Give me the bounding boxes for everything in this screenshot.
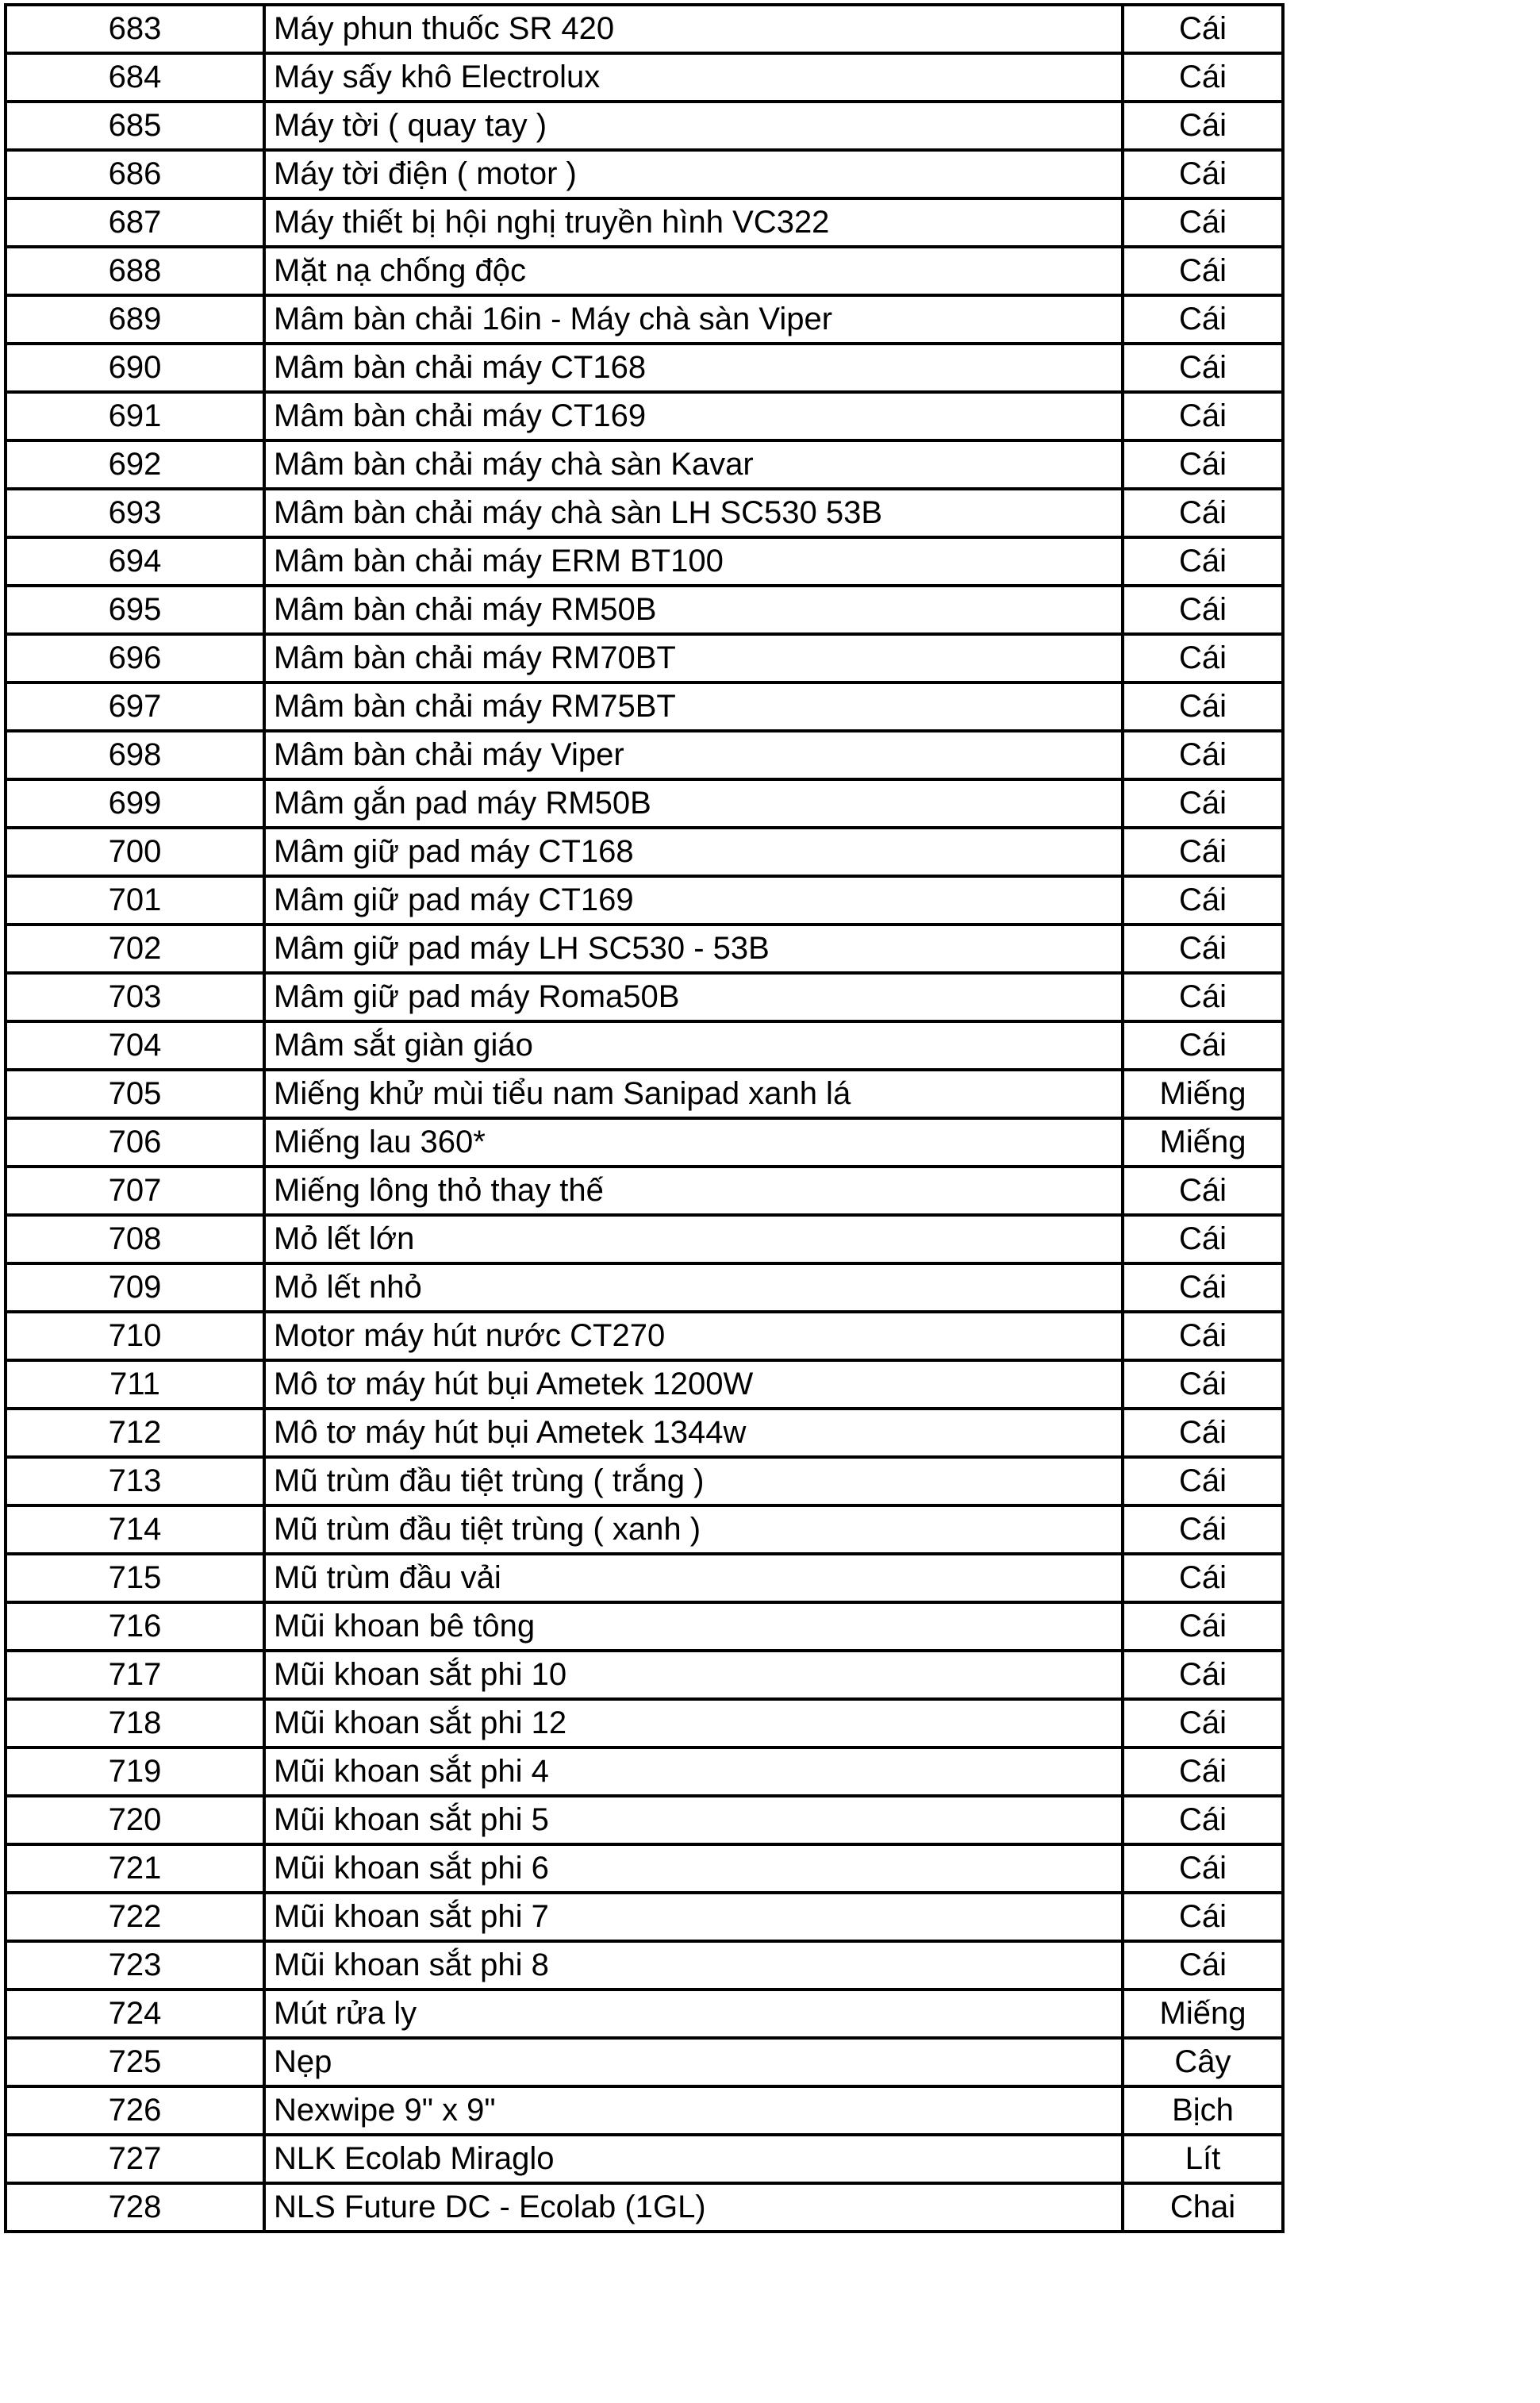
item-name: Mũi khoan sắt phi 5: [264, 1796, 1123, 1844]
row-number-cell: [6, 150, 264, 198]
row-number-cell: [6, 1941, 264, 1990]
item-unit: Cái: [1123, 1457, 1283, 1505]
row-number: 712: [108, 1415, 162, 1450]
row-number: 706: [108, 1125, 162, 1159]
item-name: Máy tời điện ( motor ): [264, 150, 1123, 198]
item-unit: Cái: [1123, 1602, 1283, 1651]
item-unit: Bịch: [1123, 2086, 1283, 2135]
item-name: Miếng khử mùi tiểu nam Sanipad xanh lá: [264, 1070, 1123, 1118]
table-row: [6, 489, 1283, 537]
item-name: Mũ trùm đầu tiệt trùng ( trắng ): [264, 1457, 1123, 1505]
row-number: 683: [108, 11, 162, 46]
row-number-cell: [6, 1021, 264, 1070]
table-row: [6, 198, 1283, 247]
row-number-cell: [6, 295, 264, 344]
table-row: [6, 1699, 1283, 1747]
item-unit: Cái: [1123, 1360, 1283, 1409]
item-unit: Cái: [1123, 682, 1283, 731]
item-name: Mô tơ máy hút bụi Ametek 1200W: [264, 1360, 1123, 1409]
item-unit: Cái: [1123, 779, 1283, 828]
item-unit: Cái: [1123, 1651, 1283, 1699]
row-number: 689: [108, 302, 162, 336]
table-row: [6, 247, 1283, 295]
table-row: [6, 1360, 1283, 1409]
item-table: [4, 3, 1285, 2233]
item-name: Motor máy hút nước CT270: [264, 1312, 1123, 1360]
row-number: 699: [108, 786, 162, 821]
table-row: [6, 1118, 1283, 1167]
table-row: [6, 1602, 1283, 1651]
table-row: [6, 1893, 1283, 1941]
table-row: [6, 1263, 1283, 1312]
table-row: [6, 1312, 1283, 1360]
item-name: Mũi khoan sắt phi 12: [264, 1699, 1123, 1747]
item-name: Máy thiết bị hội nghị truyền hình VC322: [264, 198, 1123, 247]
item-unit: Lít: [1123, 2135, 1283, 2183]
table-row: [6, 925, 1283, 973]
row-number-cell: [6, 1360, 264, 1409]
table-row: [6, 1747, 1283, 1796]
item-name: Mâm bàn chải máy CT168: [264, 344, 1123, 392]
row-number-cell: [6, 779, 264, 828]
row-number: 709: [108, 1270, 162, 1305]
item-name: Nẹp: [264, 2038, 1123, 2086]
item-unit: Cái: [1123, 440, 1283, 489]
row-number: 708: [108, 1221, 162, 1256]
table-row: [6, 440, 1283, 489]
item-name: Mâm bàn chải máy RM50B: [264, 586, 1123, 634]
row-number-cell: [6, 1990, 264, 2038]
row-number-cell: [6, 1602, 264, 1651]
row-number-cell: [6, 1118, 264, 1167]
row-number-cell: [6, 1651, 264, 1699]
row-number: 724: [108, 1996, 162, 2031]
item-name: Mâm gắn pad máy RM50B: [264, 779, 1123, 828]
row-number: 719: [108, 1754, 162, 1789]
item-unit: Cái: [1123, 634, 1283, 682]
item-unit: Miếng: [1123, 1990, 1283, 2038]
row-number-cell: [6, 537, 264, 586]
item-name: Mâm giữ pad máy Roma50B: [264, 973, 1123, 1021]
row-number: 723: [108, 1947, 162, 1982]
item-unit: Cái: [1123, 973, 1283, 1021]
row-number: 685: [108, 108, 162, 143]
row-number-cell: [6, 440, 264, 489]
item-unit: Cái: [1123, 150, 1283, 198]
table-row: [6, 1941, 1283, 1990]
row-number: 698: [108, 737, 162, 772]
item-unit: Cây: [1123, 2038, 1283, 2086]
item-unit: Cái: [1123, 537, 1283, 586]
table-row: [6, 1070, 1283, 1118]
row-number-cell: [6, 1554, 264, 1602]
item-name: Mô tơ máy hút bụi Ametek 1344w: [264, 1409, 1123, 1457]
row-number: 711: [109, 1367, 160, 1401]
row-number-cell: [6, 1796, 264, 1844]
item-unit: Cái: [1123, 1021, 1283, 1070]
row-number-cell: [6, 2135, 264, 2183]
row-number: 716: [108, 1609, 162, 1644]
item-unit: Cái: [1123, 586, 1283, 634]
table-row: [6, 634, 1283, 682]
row-number: 717: [108, 1657, 162, 1692]
row-number-cell: [6, 2038, 264, 2086]
row-number-cell: [6, 1263, 264, 1312]
item-unit: Cái: [1123, 1215, 1283, 1263]
table-row: [6, 102, 1283, 150]
item-unit: Cái: [1123, 1409, 1283, 1457]
row-number: 700: [108, 834, 162, 869]
table-row: [6, 5, 1283, 53]
item-name: Mâm bàn chải máy CT169: [264, 392, 1123, 440]
item-unit: Cái: [1123, 247, 1283, 295]
item-list-sheet: [4, 3, 1285, 2233]
row-number-cell: [6, 1215, 264, 1263]
table-row: [6, 1457, 1283, 1505]
table-row: [6, 586, 1283, 634]
table-row: [6, 876, 1283, 925]
item-name: Mâm sắt giàn giáo: [264, 1021, 1123, 1070]
table-row: [6, 1554, 1283, 1602]
item-unit: Cái: [1123, 392, 1283, 440]
item-name: Mâm bàn chải 16in - Máy chà sàn Viper: [264, 295, 1123, 344]
item-name: Mũi khoan bê tông: [264, 1602, 1123, 1651]
row-number: 703: [108, 979, 162, 1014]
row-number: 728: [108, 2190, 162, 2224]
table-row: [6, 731, 1283, 779]
item-unit: Cái: [1123, 198, 1283, 247]
row-number: 720: [108, 1802, 162, 1837]
table-row: [6, 1409, 1283, 1457]
item-unit: Cái: [1123, 1167, 1283, 1215]
row-number-cell: [6, 53, 264, 102]
row-number: 727: [108, 2141, 162, 2176]
row-number-cell: [6, 634, 264, 682]
row-number-cell: [6, 198, 264, 247]
item-name: Mỏ lết lớn: [264, 1215, 1123, 1263]
row-number-cell: [6, 1699, 264, 1747]
row-number: 707: [108, 1173, 162, 1208]
table-row: [6, 1215, 1283, 1263]
row-number: 693: [108, 495, 162, 530]
item-unit: Cái: [1123, 489, 1283, 537]
item-name: Mâm giữ pad máy LH SC530 - 53B: [264, 925, 1123, 973]
item-name: Mũi khoan sắt phi 8: [264, 1941, 1123, 1990]
item-unit: Cái: [1123, 876, 1283, 925]
table-row: [6, 779, 1283, 828]
item-name: Miếng lông thỏ thay thế: [264, 1167, 1123, 1215]
row-number: 686: [108, 156, 162, 191]
table-row: [6, 344, 1283, 392]
item-name: Mâm bàn chải máy chà sàn Kavar: [264, 440, 1123, 489]
item-name: Máy sấy khô Electrolux: [264, 53, 1123, 102]
row-number-cell: [6, 1457, 264, 1505]
row-number-cell: [6, 1893, 264, 1941]
table-row: [6, 2183, 1283, 2232]
row-number: 714: [108, 1512, 162, 1547]
table-row: [6, 1167, 1283, 1215]
item-unit: Cái: [1123, 1893, 1283, 1941]
row-number: 694: [108, 544, 162, 579]
item-name: Mâm giữ pad máy CT168: [264, 828, 1123, 876]
row-number: 691: [108, 398, 162, 433]
row-number-cell: [6, 247, 264, 295]
row-number-cell: [6, 344, 264, 392]
row-number-cell: [6, 1505, 264, 1554]
row-number: 704: [108, 1028, 162, 1063]
row-number: 710: [108, 1318, 162, 1353]
item-name: NLK Ecolab Miraglo: [264, 2135, 1123, 2183]
row-number: 722: [108, 1899, 162, 1934]
item-name: Mũi khoan sắt phi 6: [264, 1844, 1123, 1893]
row-number-cell: [6, 5, 264, 53]
row-number-cell: [6, 925, 264, 973]
row-number: 702: [108, 931, 162, 966]
item-name: Mâm bàn chải máy chà sàn LH SC530 53B: [264, 489, 1123, 537]
item-unit: Cái: [1123, 1747, 1283, 1796]
row-number: 697: [108, 689, 162, 724]
row-number-cell: [6, 682, 264, 731]
row-number: 718: [108, 1705, 162, 1740]
table-row: [6, 150, 1283, 198]
item-name: Mâm giữ pad máy CT169: [264, 876, 1123, 925]
row-number-cell: [6, 1747, 264, 1796]
row-number: 701: [108, 882, 162, 917]
item-unit: Cái: [1123, 1505, 1283, 1554]
item-table-body: [6, 5, 1283, 2232]
item-unit: Cái: [1123, 1941, 1283, 1990]
item-unit: Cái: [1123, 1796, 1283, 1844]
item-unit: Cái: [1123, 731, 1283, 779]
row-number: 713: [108, 1463, 162, 1498]
item-unit: Cái: [1123, 1844, 1283, 1893]
row-number: 684: [108, 60, 162, 94]
item-name: Mâm bàn chải máy RM70BT: [264, 634, 1123, 682]
table-row: [6, 392, 1283, 440]
item-unit: Cái: [1123, 102, 1283, 150]
table-row: [6, 1505, 1283, 1554]
row-number-cell: [6, 1844, 264, 1893]
item-unit: Cái: [1123, 53, 1283, 102]
item-name: Mũ trùm đầu vải: [264, 1554, 1123, 1602]
row-number-cell: [6, 828, 264, 876]
item-unit: Cái: [1123, 344, 1283, 392]
item-name: Máy tời ( quay tay ): [264, 102, 1123, 150]
row-number-cell: [6, 876, 264, 925]
table-row: [6, 295, 1283, 344]
row-number: 715: [108, 1560, 162, 1595]
item-name: Mũi khoan sắt phi 7: [264, 1893, 1123, 1941]
item-unit: Cái: [1123, 295, 1283, 344]
table-row: [6, 1021, 1283, 1070]
item-name: Mâm bàn chải máy Viper: [264, 731, 1123, 779]
row-number-cell: [6, 1409, 264, 1457]
item-unit: Miếng: [1123, 1070, 1283, 1118]
table-row: [6, 1796, 1283, 1844]
row-number: 692: [108, 447, 162, 482]
row-number-cell: [6, 489, 264, 537]
item-name: Mâm bàn chải máy ERM BT100: [264, 537, 1123, 586]
table-row: [6, 682, 1283, 731]
row-number-cell: [6, 2183, 264, 2232]
row-number: 696: [108, 640, 162, 675]
row-number-cell: [6, 2086, 264, 2135]
table-row: [6, 2086, 1283, 2135]
item-name: Mặt nạ chống độc: [264, 247, 1123, 295]
table-row: [6, 828, 1283, 876]
row-number-cell: [6, 1167, 264, 1215]
item-unit: Cái: [1123, 1312, 1283, 1360]
table-row: [6, 1990, 1283, 2038]
table-row: [6, 2038, 1283, 2086]
table-row: [6, 1651, 1283, 1699]
row-number: 687: [108, 205, 162, 240]
row-number: 695: [108, 592, 162, 627]
item-unit: Cái: [1123, 1263, 1283, 1312]
row-number-cell: [6, 731, 264, 779]
item-unit: Cái: [1123, 1554, 1283, 1602]
row-number: 705: [108, 1076, 162, 1111]
row-number-cell: [6, 392, 264, 440]
item-name: Mỏ lết nhỏ: [264, 1263, 1123, 1312]
item-unit: Cái: [1123, 1699, 1283, 1747]
table-row: [6, 973, 1283, 1021]
row-number: 688: [108, 253, 162, 288]
item-name: Mâm bàn chải máy RM75BT: [264, 682, 1123, 731]
row-number-cell: [6, 586, 264, 634]
row-number-cell: [6, 973, 264, 1021]
item-name: Mũ trùm đầu tiệt trùng ( xanh ): [264, 1505, 1123, 1554]
item-name: Máy phun thuốc SR 420: [264, 5, 1123, 53]
row-number-cell: [6, 1070, 264, 1118]
row-number: 725: [108, 2044, 162, 2079]
item-unit: Cái: [1123, 5, 1283, 53]
item-name: Nexwipe 9" x 9": [264, 2086, 1123, 2135]
table-row: [6, 1844, 1283, 1893]
item-name: Miếng lau 360*: [264, 1118, 1123, 1167]
item-name: Mũi khoan sắt phi 4: [264, 1747, 1123, 1796]
item-unit: Miếng: [1123, 1118, 1283, 1167]
item-unit: Cái: [1123, 828, 1283, 876]
item-name: Mũi khoan sắt phi 10: [264, 1651, 1123, 1699]
item-name: NLS Future DC - Ecolab (1GL): [264, 2183, 1123, 2232]
row-number: 690: [108, 350, 162, 385]
row-number: 726: [108, 2093, 162, 2128]
row-number-cell: [6, 1312, 264, 1360]
row-number-cell: [6, 102, 264, 150]
table-row: [6, 53, 1283, 102]
item-unit: Chai: [1123, 2183, 1283, 2232]
row-number: 721: [108, 1851, 162, 1886]
table-row: [6, 537, 1283, 586]
table-row: [6, 2135, 1283, 2183]
item-name: Mút rửa ly: [264, 1990, 1123, 2038]
item-unit: Cái: [1123, 925, 1283, 973]
